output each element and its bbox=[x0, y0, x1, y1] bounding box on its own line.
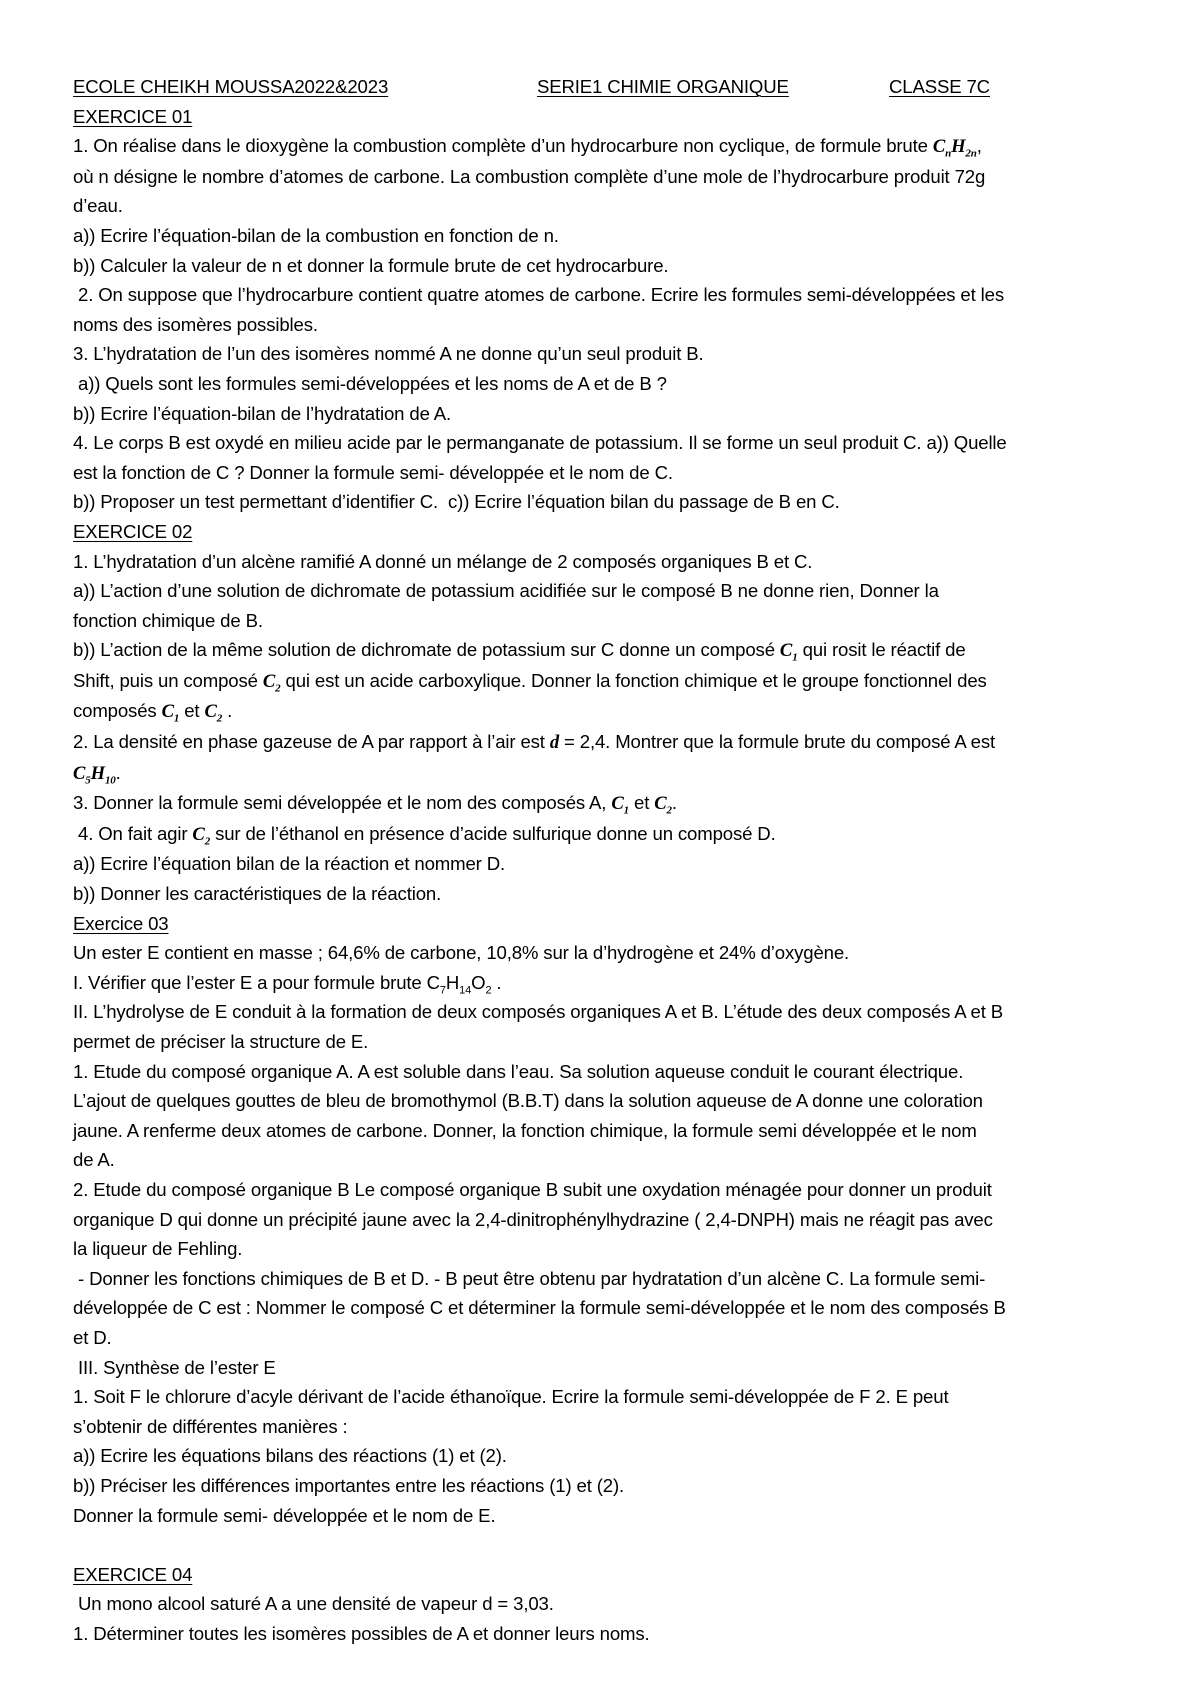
exercise-text: organique D qui donne un précipité jaune avec la 2,4-dinitrophénylhydrazine ( 2,4-DNPH) mais ne réagit pas avec bbox=[73, 1208, 993, 1230]
exercise-04-title: EXERCICE 04 bbox=[73, 1563, 193, 1585]
formula-part: C bbox=[204, 701, 217, 723]
exercise-text: L’ajout de quelques gouttes de bleu de bromothymol (B.B.T) dans la solution aqueuse de A donne une coloration bbox=[73, 1090, 983, 1112]
formula-c2 bbox=[262, 670, 281, 695]
exercise-text bbox=[73, 666, 1143, 697]
exercise-text: permet de préciser la structure de E. bbox=[73, 1031, 369, 1052]
exercise-text-part: . bbox=[227, 700, 233, 722]
exercise-text: s’obtenir de différentes manières : bbox=[73, 1415, 348, 1437]
exercise-text-part: et bbox=[634, 792, 650, 814]
formula-subscript: 2 bbox=[485, 984, 492, 997]
exercise-text: Un mono alcool saturé A a une densité de vapeur d = 3,03. bbox=[73, 1593, 554, 1615]
exercise-text: de A. bbox=[73, 1149, 115, 1171]
exercise-text: 1. L’hydratation d’un alcène ramifié A donné un mélange de 2 composés organiques B et C. bbox=[73, 550, 813, 572]
exercise-text: 1. Soit F le chlorure d’acyle dérivant de l’acide éthanoïque. Ecrire la formule semi-développée de F 2. E peut bbox=[73, 1386, 949, 1408]
formula-cnh2n bbox=[932, 136, 977, 160]
exercise-02-title: EXERCICE 02 bbox=[73, 520, 193, 542]
exercise-text-part: 1. On réalise dans le dioxygène la combustion complète d’un hydrocarbure non cyclique, de formule brute bbox=[73, 135, 928, 157]
exercise-04 bbox=[73, 1560, 1143, 1649]
formula-part: C bbox=[262, 670, 276, 692]
formula-c2 bbox=[192, 823, 211, 848]
exercise-text-part: H bbox=[445, 971, 460, 993]
formula-subscript: 2 bbox=[204, 835, 211, 848]
exercise-text: a)) Quels sont les formules semi-développées et les noms de A et de B ? bbox=[73, 372, 667, 394]
exercise-02 bbox=[73, 517, 1143, 909]
exercise-text: développée de C est : Nommer le composé C et déterminer la formule semi-développée et le nom des composés B bbox=[73, 1297, 1006, 1319]
page-header bbox=[73, 72, 1143, 102]
formula-part: C bbox=[654, 793, 667, 815]
exercise-text bbox=[73, 968, 1143, 998]
exercise-text-part: . bbox=[491, 971, 502, 993]
exercise-text-part: 4. On fait agir bbox=[73, 822, 188, 844]
density-symbol: d bbox=[549, 732, 560, 754]
document-page bbox=[73, 72, 1143, 1648]
exercise-text: et D. bbox=[73, 1326, 112, 1348]
exercise-text bbox=[73, 696, 1143, 727]
formula-part: C bbox=[192, 823, 205, 845]
exercise-01-title: EXERCICE 01 bbox=[73, 105, 193, 127]
exercise-text-part: sur de l’éthanol en présence d’acide sulfurique donne un composé D. bbox=[215, 822, 776, 844]
exercise-text-part: et bbox=[184, 700, 200, 722]
exercise-text-part: = 2,4. Montrer que la formule brute du composé A est bbox=[564, 731, 995, 753]
exercise-text: fonction chimique de B. bbox=[73, 609, 263, 631]
exercise-text-part: . bbox=[115, 761, 121, 783]
formula-subscript: 1 bbox=[623, 804, 629, 817]
exercise-text: Donner la formule semi- développée et le nom de E. bbox=[73, 1504, 496, 1526]
formula-part: H bbox=[90, 762, 105, 784]
exercise-text-part: b)) L’action de la même solution de dichromate de potassium sur C donne un composé bbox=[73, 639, 775, 661]
exercise-text-part: . bbox=[671, 792, 677, 814]
formula-part: C bbox=[73, 762, 86, 784]
series-title: SERIE1 CHIMIE ORGANIQUE bbox=[537, 76, 789, 97]
exercise-text-part: 3. Donner la formule semi développée et le nom des composés A, bbox=[73, 792, 607, 814]
formula-subscript: 7 bbox=[439, 984, 446, 997]
exercise-text: la liqueur de Fehling. bbox=[73, 1238, 243, 1260]
formula-part: C bbox=[779, 640, 793, 662]
formula-c1 bbox=[161, 701, 180, 726]
formula-subscript: 10 bbox=[104, 774, 116, 787]
exercise-text: noms des isomères possibles. bbox=[73, 313, 318, 335]
exercise-text: b)) Ecrire l’équation-bilan de l’hydratation de A. bbox=[73, 402, 452, 424]
exercise-text: b)) Proposer un test permettant d’identifier C. c)) Ecrire l’équation bilan du passage de B en C. bbox=[73, 491, 840, 513]
formula-subscript: 5 bbox=[85, 774, 91, 787]
exercise-text: 1. Déterminer toutes les isomères possibles de A et donner leurs noms. bbox=[73, 1622, 650, 1644]
formula-c1 bbox=[779, 640, 798, 664]
exercise-text: 2. On suppose que l’hydrocarbure contient quatre atomes de carbone. Ecrire les formules semi-développées et les bbox=[73, 284, 1004, 306]
exercise-text: 4. Le corps B est oxydé en milieu acide par le permanganate de potassium. Il se forme un seul produit C. a)) Quelle bbox=[73, 432, 1007, 454]
exercise-text-part: qui rosit le réactif de bbox=[802, 639, 966, 661]
exercise-text bbox=[73, 788, 1143, 819]
exercise-text: II. L’hydrolyse de E conduit à la formation de deux composés organiques A et B. L’étude des deux composés A et B bbox=[73, 1001, 1004, 1023]
formula-subscript: 2 bbox=[216, 713, 223, 726]
formula-subscript: 2n bbox=[965, 147, 977, 160]
exercise-text: 1. Etude du composé organique A. A est soluble dans l’eau. Sa solution aqueuse conduit le courant électrique. bbox=[73, 1060, 964, 1082]
exercise-text: b)) Calculer la valeur de n et donner la formule brute de cet hydrocarbure. bbox=[73, 254, 669, 276]
exercise-text: d’eau. bbox=[73, 195, 123, 217]
exercise-text-part: qui est un acide carboxylique. Donner la fonction chimique et le groupe fonctionnel des bbox=[285, 669, 987, 691]
class-label: CLASSE 7C bbox=[889, 76, 990, 97]
exercise-text bbox=[73, 819, 1143, 850]
exercise-text: a)) L’action d’une solution de dichromate de potassium acidifiée sur le composé B ne donne rien, Donner la bbox=[73, 580, 939, 602]
exercise-text: où n désigne le nombre d’atomes de carbone. La combustion complète d’une mole de l’hydrocarbure produit 72g bbox=[73, 165, 986, 187]
formula-c2 bbox=[204, 701, 223, 726]
exercise-text-part: composés bbox=[73, 700, 157, 722]
formula-part: C bbox=[611, 793, 624, 815]
exercise-text-part: 2. La densité en phase gazeuse de A par rapport à l’air est bbox=[73, 731, 545, 753]
exercise-text: a)) Ecrire les équations bilans des réactions (1) et (2). bbox=[73, 1445, 507, 1467]
formula-part: C bbox=[932, 136, 946, 158]
exercise-text: 3. L’hydratation de l’un des isomères nommé A ne donne qu’un seul produit B. bbox=[73, 343, 704, 365]
exercise-text: - Donner les fonctions chimiques de B et D. - B peut être obtenu par hydratation d’un alcène C. La formule semi- bbox=[73, 1267, 986, 1289]
exercise-text: est la fonction de C ? Donner la formule semi- développée et le nom de C. bbox=[73, 461, 673, 483]
formula-subscript: 14 bbox=[459, 984, 472, 997]
exercise-text bbox=[73, 727, 1143, 758]
exercise-text: jaune. A renferme deux atomes de carbone. Donner, la fonction chimique, la formule semi développée et le nom bbox=[73, 1119, 977, 1141]
exercise-01 bbox=[73, 102, 1143, 517]
formula-subscript: 1 bbox=[792, 652, 798, 664]
exercise-text-part: O bbox=[471, 971, 486, 993]
exercise-text: Un ester E contient en masse ; 64,6% de carbone, 10,8% sur la d’hydrogène et 24% d’oxygène. bbox=[73, 942, 850, 964]
formula-subscript: 1 bbox=[173, 713, 180, 726]
exercise-text bbox=[73, 635, 1143, 666]
exercise-text: b)) Donner les caractéristiques de la réaction. bbox=[73, 883, 442, 905]
exercise-03-title: Exercice 03 bbox=[73, 912, 169, 934]
exercise-text: b)) Préciser les différences importantes entre les réactions (1) et (2). bbox=[73, 1474, 625, 1496]
exercise-text: a)) Ecrire l’équation-bilan de la combustion en fonction de n. bbox=[73, 224, 559, 246]
exercise-text: a)) Ecrire l’équation bilan de la réaction et nommer D. bbox=[73, 853, 506, 875]
exercise-text bbox=[73, 758, 1143, 789]
formula-c2 bbox=[654, 793, 672, 817]
formula-subscript: 2 bbox=[666, 804, 672, 817]
school-name: ECOLE CHEIKH MOUSSA2022&2023 bbox=[73, 76, 389, 97]
exercise-text bbox=[73, 131, 1143, 162]
blank-line bbox=[73, 1530, 1143, 1560]
exercise-03 bbox=[73, 909, 1143, 1530]
exercise-text-part: I. Vérifier que l’ester E a pour formule brute C bbox=[73, 971, 440, 993]
exercise-text-part: Shift, puis un composé bbox=[73, 669, 258, 691]
formula-subscript: 2 bbox=[275, 682, 281, 695]
formula-subscript: n bbox=[945, 147, 952, 160]
formula-part: H bbox=[951, 136, 966, 158]
formula-part: C bbox=[161, 701, 174, 723]
formula-c5h10 bbox=[73, 762, 116, 787]
exercise-text: 2. Etude du composé organique B Le composé organique B subit une oxydation ménagée pour donner un produit bbox=[73, 1178, 992, 1200]
exercise-text: III. Synthèse de l’ester E bbox=[73, 1356, 276, 1378]
exercise-text-part: , bbox=[976, 135, 982, 157]
formula-c1 bbox=[611, 793, 629, 817]
